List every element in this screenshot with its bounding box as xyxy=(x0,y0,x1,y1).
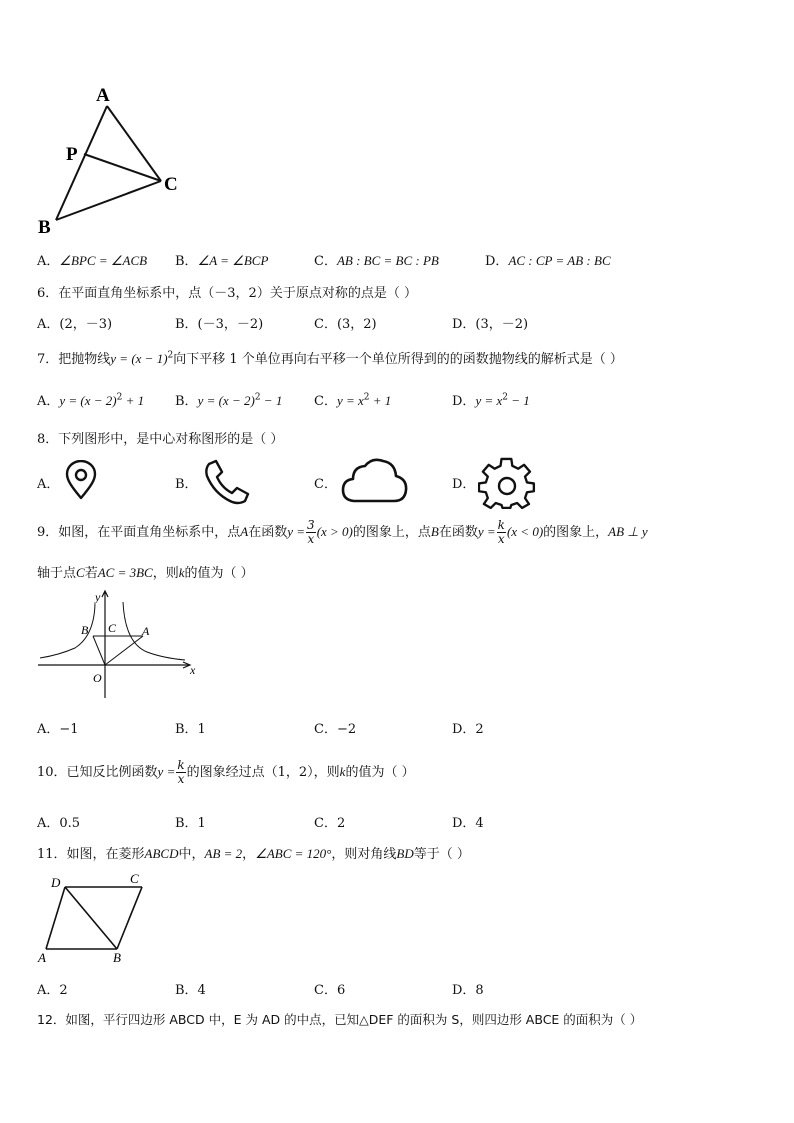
label-a: A xyxy=(142,624,150,638)
label-b: B xyxy=(113,950,121,965)
q5-option-d[interactable]: D．AC : CP = AB : BC xyxy=(485,253,611,269)
q6-stem: 6．在平面直角坐标系中，点（－3，2）关于原点对称的点是（ ） xyxy=(37,286,417,301)
q11-option-c[interactable]: C．6 xyxy=(314,983,346,998)
label-c: C xyxy=(164,174,178,195)
q6-option-b[interactable]: B．(－3，－2) xyxy=(175,317,264,332)
curve-right xyxy=(123,602,185,660)
q11-stem: 11．如图，在菱形ABCD中，AB = 2，∠ABC = 120°，则对角线BD等于（ ） xyxy=(37,846,470,862)
hyperbola-figure xyxy=(35,588,210,703)
label-a: A xyxy=(38,950,46,965)
q6-option-d[interactable]: D．(3，－2) xyxy=(452,317,529,332)
q7-stem: 7．把抛物线$y = (x - 1)^2$向下平移 1 个单位再向右平移一个单位所得到的的函数抛物线的解析式是（ ） xyxy=(37,350,623,367)
label-b: B xyxy=(81,623,89,637)
q7-option-b[interactable]: B．$y = (x - 2)^2 - 1$ xyxy=(175,392,283,409)
segment-ao xyxy=(105,636,143,665)
segment-ac xyxy=(107,106,161,181)
q10-option-d[interactable]: D．4 xyxy=(452,816,484,831)
phone-icon xyxy=(202,458,252,506)
q11-option-d[interactable]: D．8 xyxy=(452,983,484,998)
label-x: x xyxy=(190,663,196,677)
label-p: P xyxy=(66,144,78,165)
rhombus-figure xyxy=(35,870,150,968)
q8-stem: 8．下列图形中，是中心对称图形的是（ ） xyxy=(37,432,284,447)
segment-pc xyxy=(84,154,161,181)
q11-option-a[interactable]: A．2 xyxy=(37,983,68,998)
q9-option-b[interactable]: B．1 xyxy=(175,722,206,737)
q9-option-d[interactable]: D．2 xyxy=(452,722,484,737)
label-y: y xyxy=(95,590,101,604)
q5-option-a[interactable]: A．∠BPC = ∠ACB xyxy=(37,253,148,269)
q9-stem-line2: 轴于点C若AC = 3BC，则k的值为（ ） xyxy=(37,565,254,581)
q8-option-c[interactable]: C． xyxy=(314,477,337,492)
q5-option-c[interactable]: C．AB : BC = BC : PB xyxy=(314,253,439,269)
q10-option-c[interactable]: C．2 xyxy=(314,816,346,831)
q7-option-a[interactable]: A．$y = (x - 2)^2 + 1$ xyxy=(37,392,145,409)
triangle-abc-figure xyxy=(30,80,200,240)
q5-option-b[interactable]: B．∠A = ∠BCP xyxy=(175,253,269,269)
q9-stem-line1: 9．如图，在平面直角坐标系中，点A在函数y = $\frac{3}{x}$ (x > 0)的图象上，点B在函数y = $\frac{k}{x}$ (x < 0)的图象上，AB ⊥ y xyxy=(37,518,648,546)
label-b: B xyxy=(38,217,51,238)
q7-option-c[interactable]: C．$y = x^2 + 1$ xyxy=(314,392,392,409)
label-o: O xyxy=(93,671,102,685)
q8-option-d[interactable]: D． xyxy=(452,477,476,492)
diagonal-bd xyxy=(65,887,117,949)
segment-bc xyxy=(117,887,142,949)
label-d: D xyxy=(51,875,61,890)
segment-da xyxy=(46,887,65,949)
gear-icon xyxy=(478,455,536,509)
location-pin-icon xyxy=(63,460,99,502)
label-c: C xyxy=(130,871,139,886)
q11-option-b[interactable]: B．4 xyxy=(175,983,206,998)
q6-option-a[interactable]: A．(2，－3) xyxy=(37,317,113,332)
fraction-k-over-x: $\frac{k}{x}$ xyxy=(497,518,505,546)
segment-bo xyxy=(93,636,105,665)
q10-stem: 10．已知反比例函数y = $\frac{k}{x}$ 的图象经过点（1，2），则k的值为（ ） xyxy=(37,758,415,786)
q9-option-a[interactable]: A．−1 xyxy=(37,722,79,737)
q10-option-b[interactable]: B．1 xyxy=(175,816,206,831)
fraction-k-over-x: $\frac{k}{x}$ xyxy=(177,758,185,786)
label-c: C xyxy=(108,621,117,635)
label-a: A xyxy=(96,85,110,106)
fraction-3-over-x: $\frac{3}{x}$ xyxy=(307,518,315,546)
q8-option-b[interactable]: B． xyxy=(175,477,198,492)
q8-option-a[interactable]: A． xyxy=(37,477,60,492)
q9-option-c[interactable]: C．−2 xyxy=(314,722,357,737)
q10-option-a[interactable]: A．0.5 xyxy=(37,816,81,831)
q12-stem: 12．如图，平行四边形 ABCD 中，E 为 AD 的中点，已知△DEF 的面积为 S，则四边形 ABCE 的面积为（ ） xyxy=(37,1012,643,1027)
q7-option-d[interactable]: D．$y = x^2 - 1$ xyxy=(452,392,530,409)
q6-option-c[interactable]: C．(3，2) xyxy=(314,317,377,332)
cloud-icon xyxy=(340,455,410,507)
